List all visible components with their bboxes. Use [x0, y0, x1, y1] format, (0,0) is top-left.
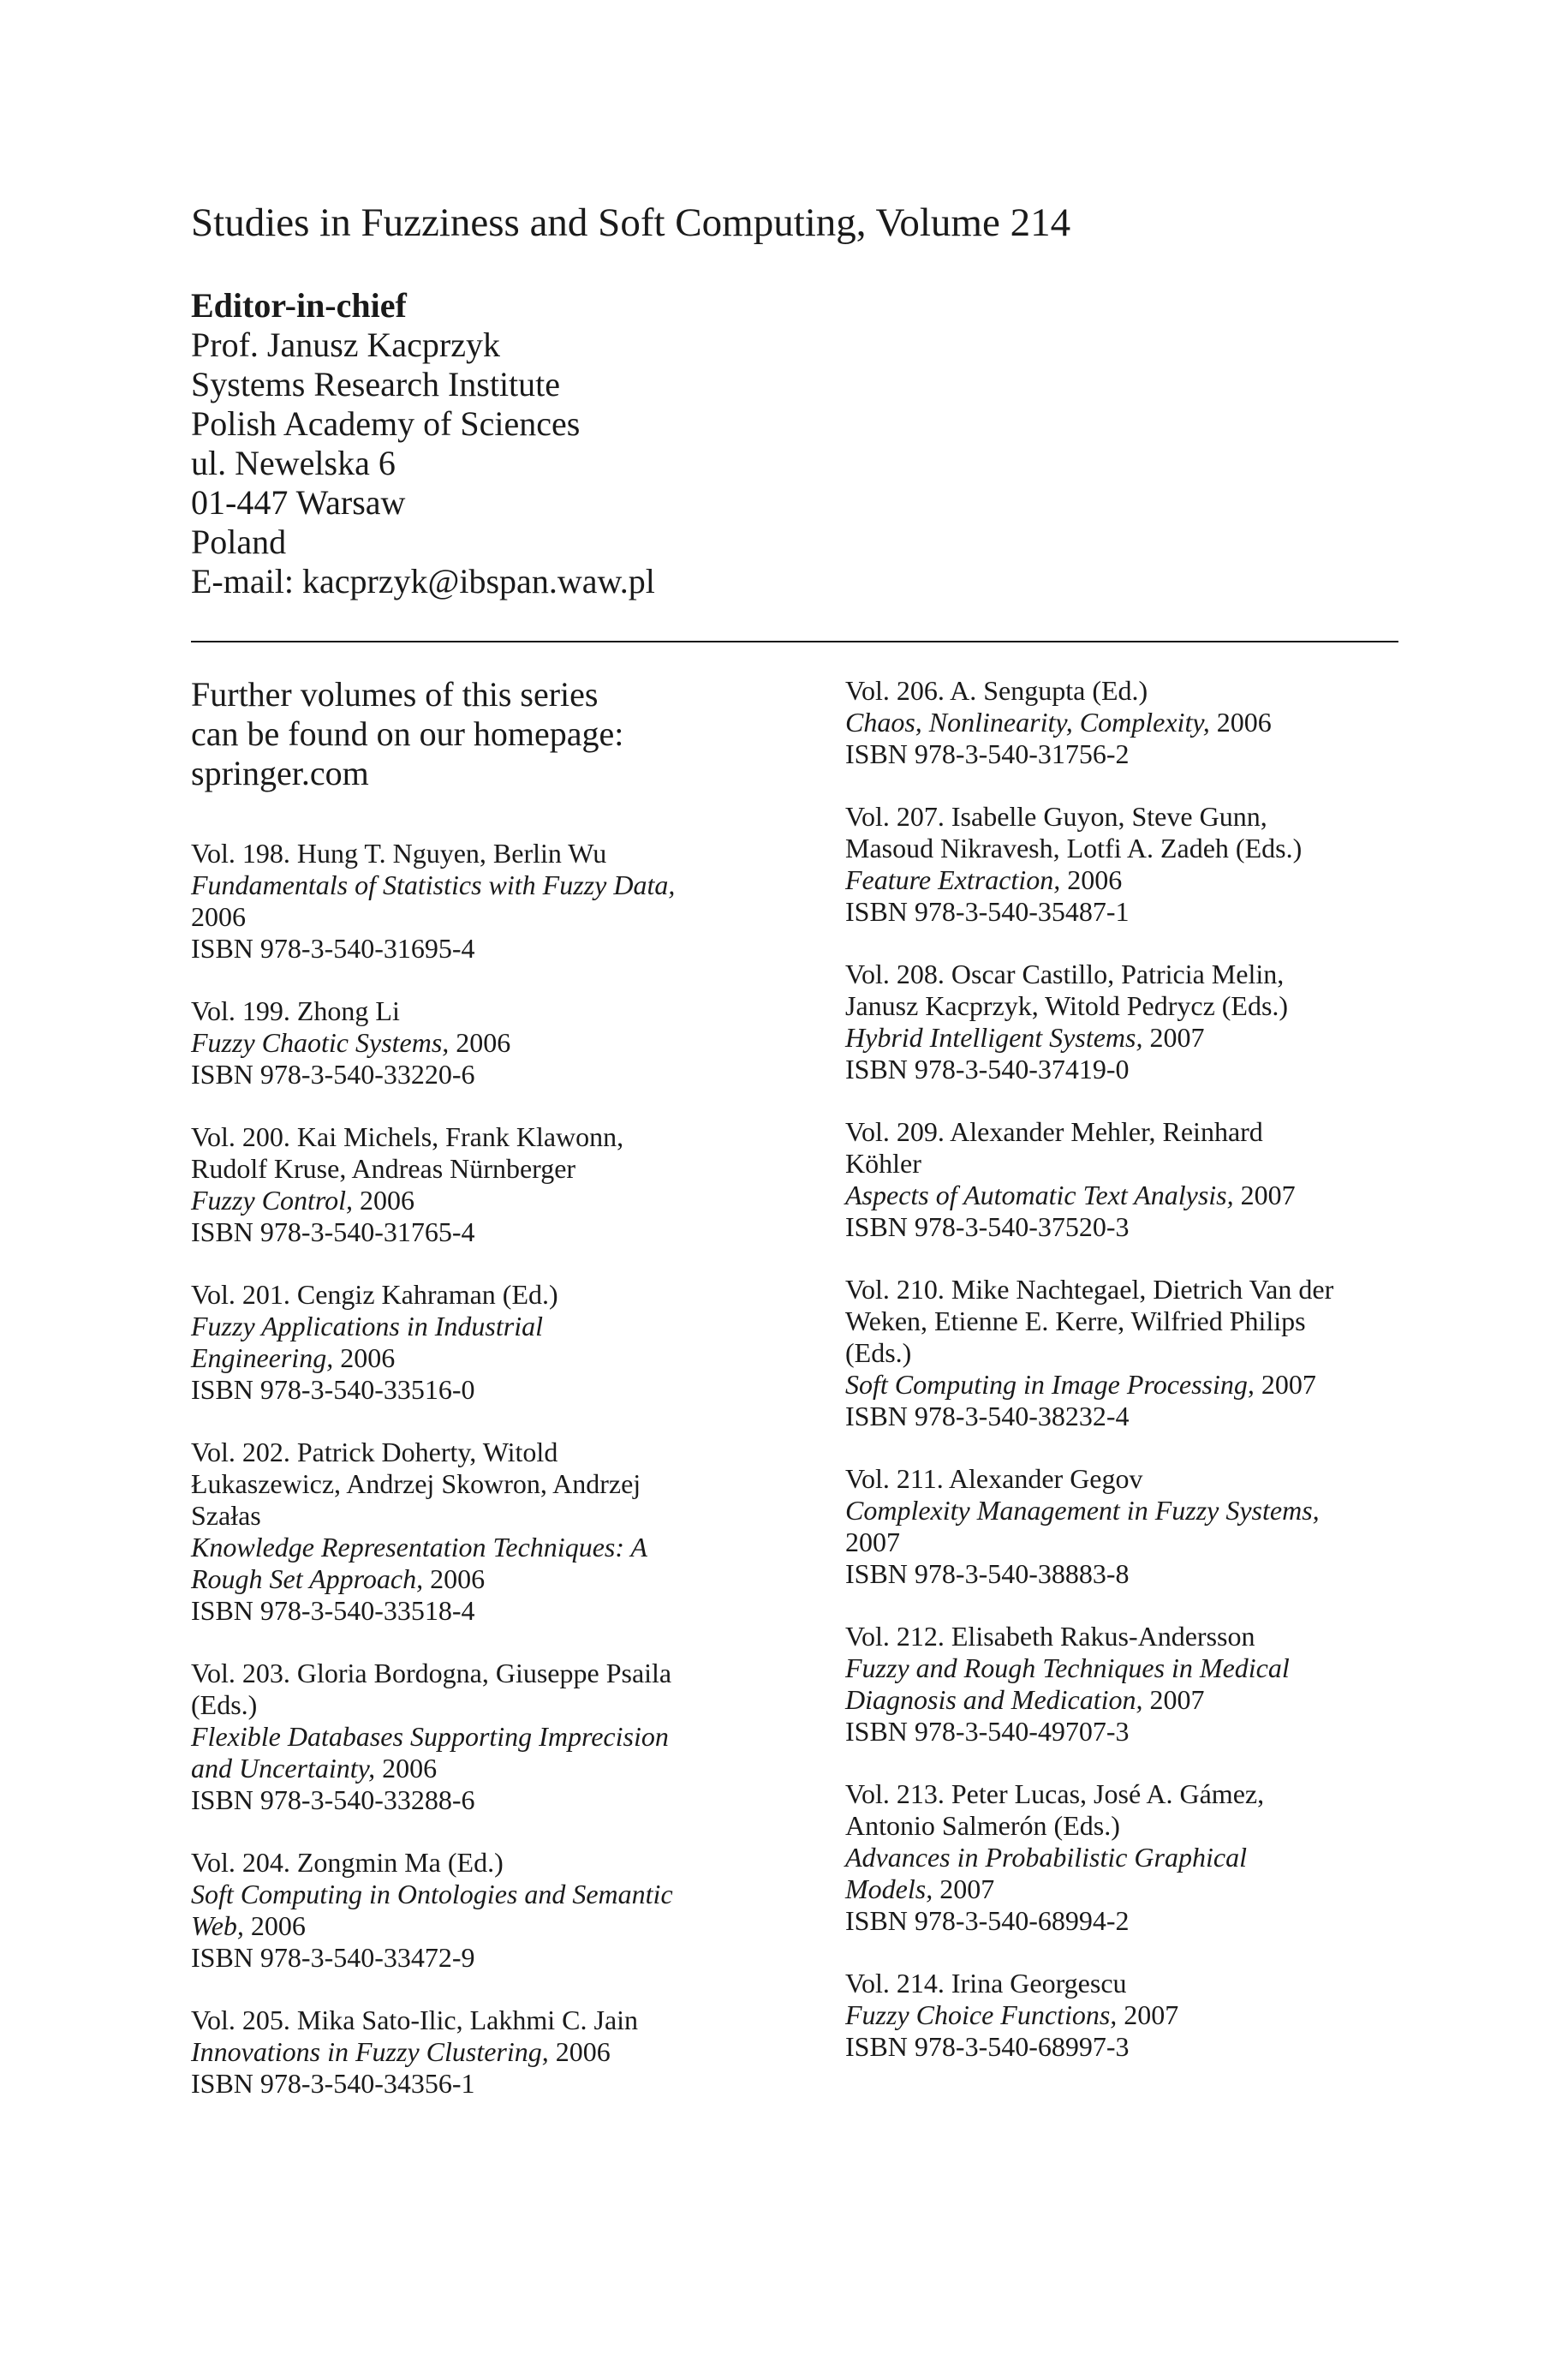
volume-authors: Vol. 199. Zhong Li — [191, 995, 400, 1026]
volume-year: 2006 — [456, 1027, 511, 1058]
volume-title-line — [191, 1311, 790, 1342]
editor-institute: Systems Research Institute — [191, 365, 561, 403]
volume-authors: (Eds.) — [845, 1337, 912, 1368]
volume-entry — [191, 2005, 790, 2100]
homepage-link[interactable]: springer.com — [191, 754, 369, 792]
horizontal-rule — [191, 641, 1398, 642]
editor-academy: Polish Academy of Sciences — [191, 404, 581, 443]
volume-year: 2006 — [430, 1563, 486, 1594]
volume-year: 2007 — [1149, 1022, 1205, 1053]
volume-title: and Uncertainty, — [191, 1753, 376, 1784]
volume-title: Complexity Management in Fuzzy Systems, — [845, 1495, 1320, 1526]
volume-isbn: ISBN 978-3-540-37520-3 — [845, 1211, 1130, 1242]
volume-authors: Antonio Salmerón (Eds.) — [845, 1810, 1120, 1841]
volume-title-line — [191, 1027, 790, 1059]
volume-year: 2006 — [191, 901, 246, 932]
volume-year: 2006 — [1067, 864, 1123, 895]
volume-title-line — [845, 1180, 1410, 1211]
volume-authors: Vol. 203. Gloria Bordogna, Giuseppe Psaila — [191, 1658, 672, 1688]
left-column — [191, 675, 790, 2130]
volume-authors: Vol. 198. Hung T. Nguyen, Berlin Wu — [191, 838, 607, 869]
volume-title: Feature Extraction, — [845, 864, 1061, 895]
volume-entry — [845, 801, 1410, 928]
volume-title-line — [845, 1873, 1410, 1905]
volume-authors: Vol. 208. Oscar Castillo, Patricia Melin, — [845, 959, 1285, 989]
volume-title-line — [845, 1022, 1410, 1054]
volume-isbn: ISBN 978-3-540-33288-6 — [191, 1784, 475, 1815]
volume-isbn: ISBN 978-3-540-68997-3 — [845, 2031, 1130, 2062]
volume-title: Models, — [845, 1873, 933, 1904]
volume-entry — [845, 959, 1410, 1085]
volume-year: 2007 — [1124, 1999, 1179, 2030]
volume-isbn: ISBN 978-3-540-37419-0 — [845, 1054, 1130, 1084]
volume-entry — [845, 1968, 1410, 2063]
volume-entry — [191, 1437, 790, 1627]
volume-entry — [845, 1116, 1410, 1243]
volume-title: Advances in Probabilistic Graphical — [845, 1842, 1247, 1873]
volume-title-line — [845, 864, 1410, 896]
volume-entry — [845, 675, 1410, 770]
volume-isbn: ISBN 978-3-540-33516-0 — [191, 1374, 475, 1405]
volume-title-line — [845, 1842, 1410, 1873]
volume-isbn: ISBN 978-3-540-35487-1 — [845, 896, 1130, 927]
volume-year: 2007 — [1261, 1369, 1316, 1400]
volume-authors: Vol. 207. Isabelle Guyon, Steve Gunn, — [845, 801, 1267, 832]
volume-authors: Vol. 211. Alexander Gegov — [845, 1463, 1143, 1494]
volume-authors: Vol. 205. Mika Sato-Ilic, Lakhmi C. Jain — [191, 2005, 639, 2035]
volume-title-line — [191, 1532, 790, 1563]
volume-authors: Janusz Kacprzyk, Witold Pedrycz (Eds.) — [845, 990, 1289, 1021]
volume-isbn: ISBN 978-3-540-49707-3 — [845, 1716, 1130, 1747]
volume-title-line — [191, 1753, 790, 1784]
volume-title: Rough Set Approach, — [191, 1563, 424, 1594]
volume-title-line — [845, 1652, 1410, 1684]
volume-title: Flexible Databases Supporting Imprecision — [191, 1721, 669, 1752]
volume-entry — [191, 995, 790, 1090]
volume-authors: Köhler — [845, 1148, 921, 1179]
volume-year: 2006 — [555, 2036, 611, 2067]
volume-authors: Vol. 209. Alexander Mehler, Reinhard — [845, 1116, 1263, 1147]
editor-city: 01-447 Warsaw — [191, 483, 406, 522]
volume-isbn: ISBN 978-3-540-31765-4 — [191, 1216, 475, 1247]
volume-title-line — [845, 1684, 1410, 1716]
volume-title: Web, — [191, 1910, 244, 1941]
volume-entry — [191, 838, 790, 965]
volume-title-line — [191, 1563, 790, 1595]
editor-name: Prof. Janusz Kacprzyk — [191, 326, 500, 364]
volume-title: Fuzzy Applications in Industrial — [191, 1311, 543, 1341]
volume-isbn: ISBN 978-3-540-33220-6 — [191, 1059, 475, 1090]
further-volumes-note — [191, 675, 790, 793]
series-title: Studies in Fuzziness and Soft Computing, Volume 214 — [191, 200, 1071, 245]
editor-heading: Editor-in-chief — [191, 286, 407, 325]
volume-year: 2006 — [382, 1753, 438, 1784]
volume-authors: Masoud Nikravesh, Lotfi A. Zadeh (Eds.) — [845, 833, 1303, 863]
volume-title: Fuzzy Chaotic Systems, — [191, 1027, 450, 1058]
volume-entry — [191, 1121, 790, 1248]
volume-entry — [845, 1274, 1410, 1432]
volume-isbn: ISBN 978-3-540-33472-9 — [191, 1942, 475, 1973]
volume-title-line — [845, 1369, 1410, 1401]
further-line: can be found on our homepage: — [191, 714, 624, 753]
editor-block — [191, 286, 655, 601]
volume-isbn: ISBN 978-3-540-68994-2 — [845, 1905, 1130, 1936]
volume-title: Chaos, Nonlinearity, Complexity, — [845, 707, 1210, 738]
volume-title-line — [191, 1879, 790, 1910]
volume-entry — [191, 1658, 790, 1816]
volume-title: Hybrid Intelligent Systems, — [845, 1022, 1143, 1053]
volume-entry — [845, 1463, 1410, 1590]
volume-isbn: ISBN 978-3-540-31695-4 — [191, 933, 475, 964]
volume-title: Aspects of Automatic Text Analysis, — [845, 1180, 1234, 1210]
volume-title: Knowledge Representation Techniques: A — [191, 1532, 647, 1562]
volume-authors: Rudolf Kruse, Andreas Nürnberger — [191, 1153, 576, 1184]
editor-country: Poland — [191, 523, 287, 561]
volume-title: Fundamentals of Statistics with Fuzzy Data, — [191, 869, 676, 900]
volume-authors: Vol. 210. Mike Nachtegael, Dietrich Van der — [845, 1274, 1334, 1305]
volume-authors: Vol. 200. Kai Michels, Frank Klawonn, — [191, 1121, 624, 1152]
volume-title: Soft Computing in Image Processing, — [845, 1369, 1255, 1400]
volume-year: 2006 — [360, 1185, 415, 1216]
volume-title: Fuzzy Control, — [191, 1185, 354, 1216]
volume-year: 2007 — [845, 1527, 900, 1557]
volume-entry — [191, 1847, 790, 1974]
volume-isbn: ISBN 978-3-540-38883-8 — [845, 1558, 1130, 1589]
volume-isbn: ISBN 978-3-540-38232-4 — [845, 1401, 1130, 1431]
volume-title-line — [191, 1185, 790, 1216]
further-line: Further volumes of this series — [191, 675, 599, 714]
volume-authors: Vol. 214. Irina Georgescu — [845, 1968, 1127, 1999]
volume-title-line — [191, 2036, 790, 2068]
volume-title: Innovations in Fuzzy Clustering, — [191, 2036, 549, 2067]
volume-isbn: ISBN 978-3-540-34356-1 — [191, 2068, 475, 2099]
volume-authors: (Eds.) — [191, 1689, 258, 1720]
volume-title-line — [845, 1495, 1410, 1527]
volume-title-line — [191, 1910, 790, 1942]
volume-title: Fuzzy and Rough Techniques in Medical — [845, 1652, 1290, 1683]
editor-street: ul. Newelska 6 — [191, 444, 396, 482]
volume-title-line — [191, 1342, 790, 1374]
volume-authors: Vol. 202. Patrick Doherty, Witold — [191, 1437, 558, 1467]
volume-authors: Weken, Etienne E. Kerre, Wilfried Philips — [845, 1306, 1306, 1336]
volume-year: 2007 — [1240, 1180, 1296, 1210]
volume-isbn: ISBN 978-3-540-33518-4 — [191, 1595, 475, 1626]
volume-title-line — [191, 1721, 790, 1753]
volume-year: 2006 — [250, 1910, 306, 1941]
volume-authors: Vol. 206. A. Sengupta (Ed.) — [845, 675, 1148, 706]
volume-entry — [191, 1279, 790, 1406]
volume-year: 2006 — [340, 1342, 396, 1373]
volume-isbn: ISBN 978-3-540-31756-2 — [845, 738, 1130, 769]
volume-title: Fuzzy Choice Functions, — [845, 1999, 1118, 2030]
volume-year: 2007 — [1149, 1684, 1205, 1715]
volume-authors: Szałas — [191, 1500, 261, 1531]
volume-authors: Vol. 204. Zongmin Ma (Ed.) — [191, 1847, 504, 1878]
volume-year: 2007 — [939, 1873, 995, 1904]
volume-title: Diagnosis and Medication, — [845, 1684, 1143, 1715]
right-column — [845, 675, 1410, 2094]
volume-list-left — [191, 838, 790, 2100]
volume-entry — [845, 1621, 1410, 1748]
volume-title: Soft Computing in Ontologies and Semantic — [191, 1879, 673, 1909]
volume-authors: Vol. 213. Peter Lucas, José A. Gámez, — [845, 1778, 1265, 1809]
editor-email: E-mail: kacprzyk@ibspan.waw.pl — [191, 562, 655, 600]
volume-title: Engineering, — [191, 1342, 334, 1373]
volume-entry — [845, 1778, 1410, 1937]
volume-title-line — [845, 1999, 1410, 2031]
volume-year: 2006 — [1216, 707, 1272, 738]
volume-title-line — [845, 707, 1410, 738]
volume-list-right — [845, 675, 1410, 2063]
volume-title-line — [191, 869, 790, 901]
volume-authors: Łukaszewicz, Andrzej Skowron, Andrzej — [191, 1468, 641, 1499]
volume-authors: Vol. 201. Cengiz Kahraman (Ed.) — [191, 1279, 558, 1310]
volume-authors: Vol. 212. Elisabeth Rakus-Andersson — [845, 1621, 1255, 1652]
